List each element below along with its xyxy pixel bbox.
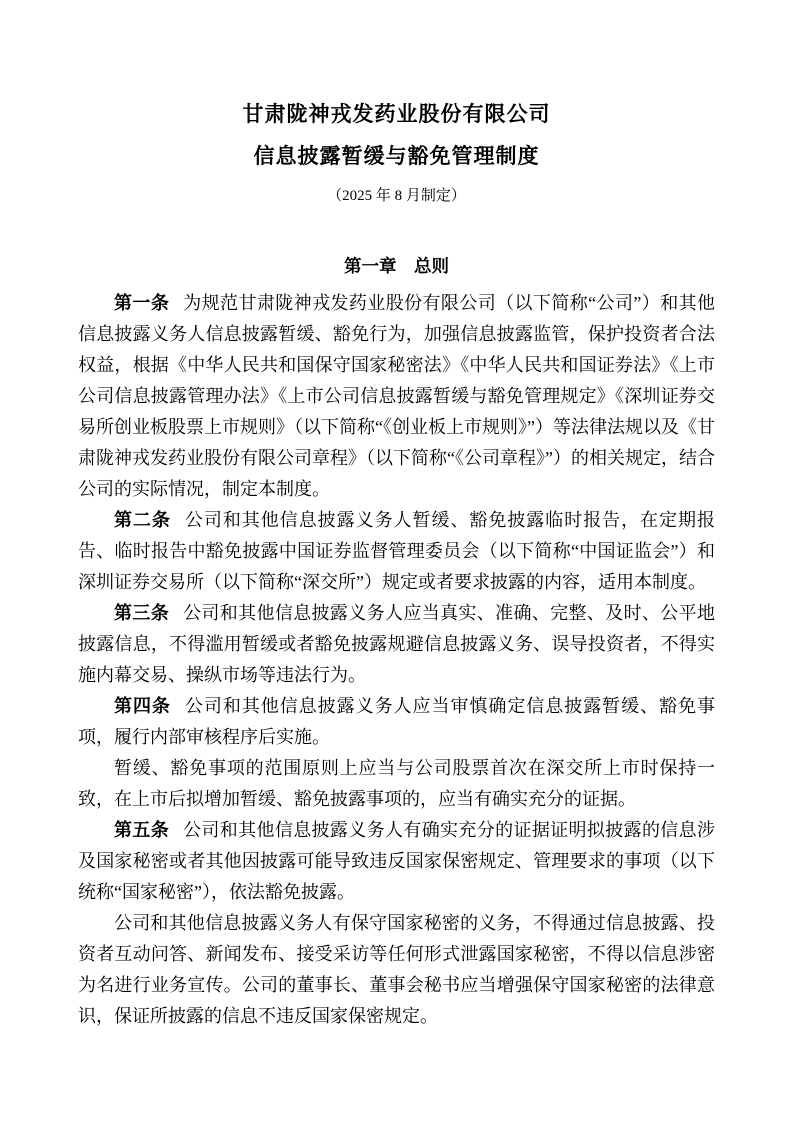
paragraph-text: 公司和其他信息披露义务人暂缓、豁免披露临时报告，在定期报告、临时报告中豁免披露中国证券监督管理委员会（以下简称“中国证监会”）和深圳证券交易所（以下简称“深交所”）规定或者要求披露的内容，适用本制度。 [78,510,716,592]
document-title-line2: 信息披露暂缓与豁免管理制度 [253,144,540,168]
paragraph [78,598,715,691]
paragraph [78,505,715,598]
paragraph [78,288,715,505]
paragraph-text: 为规范甘肃陇神戎发药业股份有限公司（以下简称“公司”）和其他信息披露义务人信息披露暂缓、豁免行为，加强信息披露监管，保护投资者合法权益，根据《中华人民共和国保守国家秘密法》《中华人民共和国证券法》《上市公司信息披露管理办法》《上市公司信息披露暂缓与豁免管理规定》《深圳证券交易所创业板股票上市规则》（以下简称“《创业板上市规则》”）等法律法规以及《甘肃陇神戎发药业股份有限公司章程》（以下简称“《公司章程》”）的相关规定，结合公司的实际情况，制定本制度。 [78,293,716,499]
article-label: 第五条 [114,820,170,840]
article-label: 第一条 [114,293,170,313]
chapter-heading: 第一章 总则 [344,256,449,276]
document-body [78,288,715,1032]
paragraph-text: 暂缓、豁免事项的范围原则上应当与公司股票首次在深交所上市时保持一致，在上市后拟增加暂缓、豁免披露事项的，应当有确实充分的证据。 [78,758,715,809]
paragraph [78,691,715,753]
article-label: 第三条 [114,603,170,623]
paragraph [78,908,715,1032]
paragraph [78,815,715,908]
paragraph-text: 公司和其他信息披露义务人应当审慎确定信息披露暂缓、豁免事项，履行内部审核程序后实施。 [78,696,716,747]
document-date: （2025 年 8 月制定） [327,188,466,204]
paragraph-text: 公司和其他信息披露义务人有确实充分的证据证明拟披露的信息涉及国家秘密或者其他因披露可能导致违反国家保密规定、管理要求的事项（以下统称“国家秘密”），依法豁免披露。 [78,820,716,902]
paragraph-text: 公司和其他信息披露义务人应当真实、准确、完整、及时、公平地披露信息，不得滥用暂缓或者豁免披露规避信息披露义务、误导投资者，不得实施内幕交易、操纵市场等违法行为。 [78,603,716,685]
article-label: 第四条 [114,696,171,716]
document-title-line1: 甘肃陇神戎发药业股份有限公司 [242,102,551,126]
paragraph-text: 公司和其他信息披露义务人有保守国家秘密的义务，不得通过信息披露、投资者互动问答、新闻发布、接受采访等任何形式泄露国家秘密，不得以信息涉密为名进行业务宣传。公司的董事长、董事会秘书应当增强保守国家秘密的法律意识，保证所披露的信息不违反国家保密规定。 [78,913,715,1026]
paragraph [78,753,715,815]
article-label: 第二条 [114,510,171,530]
